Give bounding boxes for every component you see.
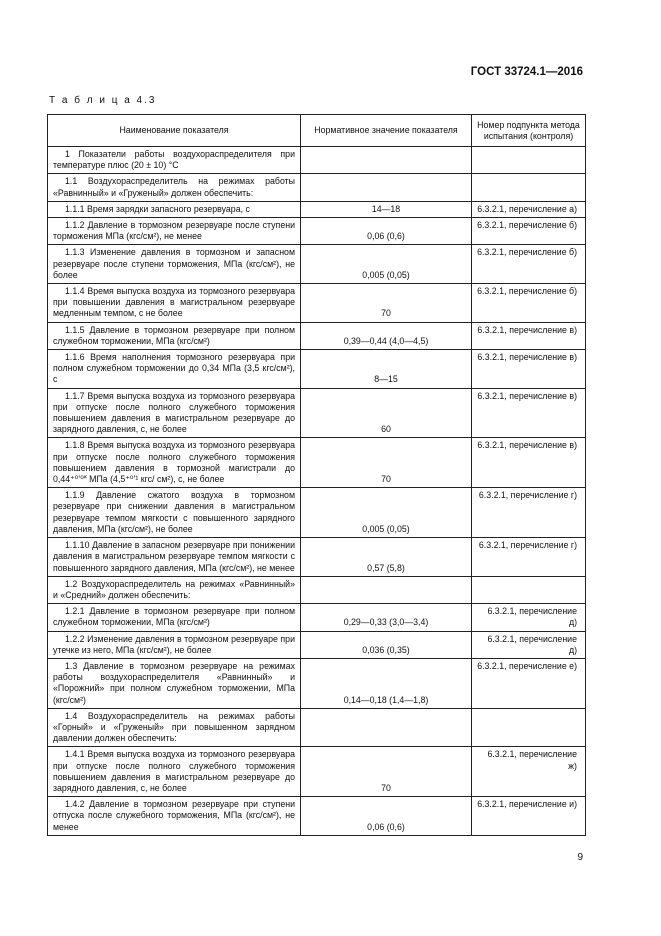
normative-value-cell: 0,06 (0,6)	[301, 797, 472, 836]
indicator-name-cell: 1.1.2 Давление в тормозном резервуаре после ступени торможения МПа (кгс/см²), не менее	[48, 218, 301, 245]
method-ref-cell	[472, 147, 586, 174]
table-row	[48, 218, 586, 245]
column-header-value: Нормативное значение показателя	[301, 115, 472, 147]
table-row	[48, 174, 586, 201]
method-ref-cell: 6.3.2.1, перечисление в)	[472, 322, 586, 349]
table-row	[48, 708, 586, 747]
method-ref-cell: 6.3.2.1, перечисление г)	[472, 538, 586, 577]
table-row	[48, 284, 586, 323]
normative-value-cell: 0,06 (0,6)	[301, 218, 472, 245]
method-ref-cell: 6.3.2.1, перечисление е)	[472, 658, 586, 708]
column-header-name: Наименование показателя	[48, 115, 301, 147]
indicator-name-cell: 1.1.3 Изменение давления в тормозном и запасном резервуаре после ступени торможения, МПа (кгс/см²), не более	[48, 245, 301, 284]
indicator-name-cell: 1.1.6 Время наполнения тормозного резервуара при полном служебном торможении до 0,34 МПа (3,5 кгс/см²), с	[48, 350, 301, 389]
normative-value-cell	[301, 708, 472, 747]
method-ref-cell	[472, 708, 586, 747]
indicator-name-cell: 1.2.2 Изменение давления в тормозном резервуаре при утечке из него, МПа (кгс/см²), не более	[48, 631, 301, 658]
document-header: ГОСТ 33724.1—2016	[470, 66, 583, 78]
normative-value-cell: 0,29—0,33 (3,0—3,4)	[301, 604, 472, 631]
table-header-row	[48, 115, 586, 147]
normative-value-cell: 70	[301, 284, 472, 323]
column-header-method: Номер подпункта метода испытания (контроля)	[472, 115, 586, 147]
normative-value-cell	[301, 174, 472, 201]
indicator-name-cell: 1.1.9 Давление сжатого воздуха в тормозном резервуаре при снижении давления в магистральном резервуаре темпом мягкости с повышенного зарядного давления, МПа (кгс/см²), не более	[48, 488, 301, 538]
method-ref-cell: 6.3.2.1, перечисление а)	[472, 201, 586, 217]
table-row	[48, 797, 586, 836]
indicator-name-cell: 1.4.2 Давление в тормозном резервуаре при ступени отпуска после служебного торможения, МПа (кгс/см²), не менее	[48, 797, 301, 836]
normative-value-cell	[301, 147, 472, 174]
table-row	[48, 388, 586, 438]
method-ref-cell	[472, 174, 586, 201]
method-ref-cell: 6.3.2.1, перечисление б)	[472, 218, 586, 245]
table-row	[48, 488, 586, 538]
indicator-name-cell: 1.1.1 Время зарядки запасного резервуара, с	[48, 201, 301, 217]
indicator-name-cell: 1.4.1 Время выпуска воздуха из тормозного резервуара при отпуске после полного служебного торможения повышением давления в магистральном резервуаре до зарядного давления, с, не более	[48, 747, 301, 797]
normative-value-cell: 0,005 (0,05)	[301, 488, 472, 538]
method-ref-cell: 6.3.2.1, перечисление б)	[472, 245, 586, 284]
table-row	[48, 538, 586, 577]
method-ref-cell: 6.3.2.1, перечисление и)	[472, 797, 586, 836]
normative-value-cell: 0,39—0,44 (4,0—4,5)	[301, 322, 472, 349]
method-ref-cell: 6.3.2.1, перечисление д)	[472, 631, 586, 658]
table-row	[48, 201, 586, 217]
indicator-name-cell: 1.2 Воздухораспределитель на режимах «Равнинный» и «Средний» должен обеспечить:	[48, 576, 301, 603]
method-ref-cell: 6.3.2.1, перечисление г)	[472, 488, 586, 538]
indicator-name-cell: 1.1.10 Давление в запасном резервуаре при понижении давления в магистральном резервуаре темпом мягкости с повышенного зарядного давления, МПа (кгс/см²), не менее	[48, 538, 301, 577]
method-ref-cell: 6.3.2.1, перечисление д)	[472, 604, 586, 631]
method-ref-cell	[472, 576, 586, 603]
indicator-name-cell: 1 Показатели работы воздухораспределителя при температуре плюс (20 ± 10) °С	[48, 147, 301, 174]
indicator-name-cell: 1.1.4 Время выпуска воздуха из тормозного резервуара при повышении давления в магистральном резервуаре медленным темпом, с не более	[48, 284, 301, 323]
normative-value-cell: 8—15	[301, 350, 472, 389]
normative-value-cell: 70	[301, 747, 472, 797]
table-row	[48, 350, 586, 389]
indicator-name-cell: 1.3 Давление в тормозном резервуаре на режимах работы воздухораспределителя «Равнинный» и «Порожний» при полном служебном торможении, МПа (кгс/см²)	[48, 658, 301, 708]
table-row	[48, 576, 586, 603]
indicators-table	[47, 114, 586, 836]
table-row	[48, 631, 586, 658]
table-row	[48, 604, 586, 631]
table-row	[48, 322, 586, 349]
method-ref-cell: 6.3.2.1, перечисление в)	[472, 388, 586, 438]
indicator-name-cell: 1.1 Воздухораспределитель на режимах работы «Равнинный» и «Груженый» должен обеспечить:	[48, 174, 301, 201]
normative-value-cell: 14—18	[301, 201, 472, 217]
table-row	[48, 245, 586, 284]
normative-value-cell: 0,57 (5,8)	[301, 538, 472, 577]
table-row	[48, 658, 586, 708]
normative-value-cell: 70	[301, 438, 472, 488]
method-ref-cell: 6.3.2.1, перечисление ж)	[472, 747, 586, 797]
page-number: 9	[577, 852, 583, 863]
table-caption: Т а б л и ц а 4.3	[49, 95, 157, 106]
method-ref-cell: 6.3.2.1, перечисление в)	[472, 350, 586, 389]
normative-value-cell	[301, 576, 472, 603]
table-row	[48, 147, 586, 174]
table-row	[48, 438, 586, 488]
indicator-name-cell: 1.2.1 Давление в тормозном резервуаре при полном служебном торможении, МПа (кгс/см²)	[48, 604, 301, 631]
normative-value-cell: 0,14—0,18 (1,4—1,8)	[301, 658, 472, 708]
table-row	[48, 747, 586, 797]
indicator-name-cell: 1.1.5 Давление в тормозном резервуаре при полном служебном торможении, МПа (кгс/см²)	[48, 322, 301, 349]
method-ref-cell: 6.3.2.1, перечисление б)	[472, 284, 586, 323]
method-ref-cell: 6.3.2.1, перечисление в)	[472, 438, 586, 488]
indicator-name-cell: 1.4 Воздухораспределитель на режимах работы «Горный» и «Груженый» при повышенном зарядном давлении должен обеспечить:	[48, 708, 301, 747]
normative-value-cell: 60	[301, 388, 472, 438]
indicator-name-cell: 1.1.8 Время выпуска воздуха из тормозного резервуара при отпуске после полного служебного торможения повышением давления в тормозной магистрали до 0,44⁺⁰’⁰˟ МПа (4,5⁺⁰’¹ кгс/ см²), с, не более	[48, 438, 301, 488]
normative-value-cell: 0,005 (0,05)	[301, 245, 472, 284]
indicator-name-cell: 1.1.7 Время выпуска воздуха из тормозного резервуара при отпуске после полного служебного торможения повышением давления в магистральном резервуаре до зарядного давления, с, не более	[48, 388, 301, 438]
normative-value-cell: 0,036 (0,35)	[301, 631, 472, 658]
